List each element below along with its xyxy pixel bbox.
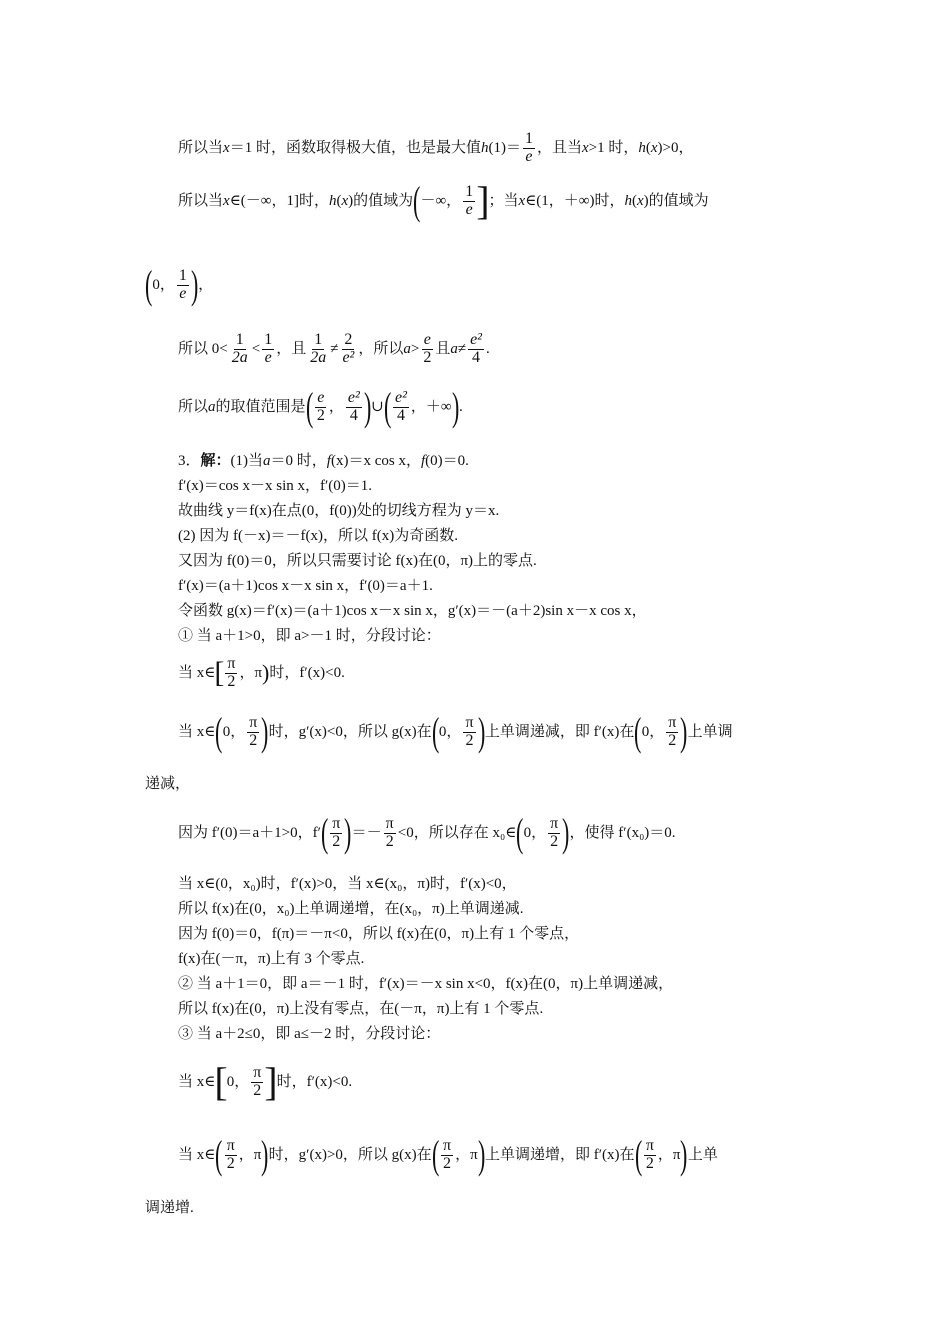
numerator: e² [395,388,407,406]
denominator: 2 [332,832,341,850]
text: h [624,193,632,209]
text: ，且当 [536,140,582,156]
text: f′(x)＝cos x－x sin x，f′(0)＝1. [178,478,373,494]
text: 所以当 [178,193,224,209]
line-23 [178,999,543,1019]
fraction [463,715,475,750]
right-bracket: ] [476,178,490,223]
fraction [262,332,274,367]
text: 当 x∈ [178,724,216,740]
denominator: 2 [316,406,325,424]
right-paren: ) [477,709,485,754]
denominator: 2 [668,731,677,749]
fraction [315,390,327,425]
text: 3． [178,453,201,469]
text: . [458,399,463,415]
line-18 [178,874,517,894]
denominator: 2 [443,1154,452,1172]
denominator: 2 [227,672,236,690]
line-8 [178,501,499,521]
text: ，π [238,1147,262,1163]
denominator: 2a [231,348,248,366]
text: x [518,193,526,209]
numerator: π [385,814,394,832]
left-paren: ( [215,709,223,754]
text: 所以 f(x)在(0，x₀)上单调递增，在(x₀，π)上单调递减. [178,901,524,917]
fraction [225,656,237,691]
text: 0， [641,724,665,740]
text: x [223,193,230,209]
left-paren: ( [634,709,642,754]
denominator: 2 [423,348,432,366]
fraction [330,816,342,851]
text: (2) 因为 f(－x)＝－f(x)，所以 f(x)为奇函数. [178,528,458,544]
denominator: 4 [349,406,358,424]
numerator: e² [347,388,360,406]
numerator: π [332,814,341,832]
left-paren: ( [320,810,329,855]
line-21 [178,949,364,969]
numerator: 1 [524,129,533,147]
line-9 [178,526,458,546]
numerator: e [317,388,325,406]
text: a [263,453,271,469]
right-paren: ) [477,1132,485,1177]
text: ，且 [276,341,307,357]
fraction [384,816,396,851]
text: a [450,341,458,357]
denominator: 2 [226,1154,235,1172]
text: ，π [657,1147,681,1163]
text: 上单调递增，即 f′(x)在 [484,1147,635,1163]
numerator: 1 [465,182,474,200]
denominator: 2a [310,348,327,366]
right-paren: ) [363,384,372,429]
text: )的值域为 [348,193,414,209]
numerator: e² [470,330,482,348]
text: h [638,140,646,156]
right-paren: ) [680,709,688,754]
left-bracket: [ [214,1059,228,1104]
numerator: π [227,654,236,672]
line-6 [178,451,469,471]
text: x [650,140,658,156]
text: ＝1 时，函数取得极大值，也是最大值 [229,140,481,156]
text: 时，f′(x)<0. [269,665,345,681]
right-paren: ) [451,384,459,429]
line-26 [178,1130,718,1180]
text: ，π [239,665,263,681]
denominator: 2 [253,1081,262,1099]
denominator: 2 [385,832,394,850]
line-24 [178,1024,440,1044]
left-paren: ( [144,262,153,307]
text: 0， [438,724,462,740]
text: ，使得 f′(x₀)＝0. [569,825,676,841]
text: 故曲线 y＝f(x)在点(0，f(0))处的切线方程为 y＝x. [178,503,500,519]
fraction [441,1138,453,1173]
line-22 [178,974,673,994]
text: 调递增. [145,1200,194,1216]
line-14 [178,650,345,696]
numerator: 1 [178,266,187,284]
text: ① 当 a＋1>0，即 a>－1 时，分段讨论： [178,628,441,644]
left-bracket: [ [214,656,225,689]
denominator: e² [342,348,355,366]
text: x [223,140,230,156]
text: 解： [200,453,231,469]
numerator: 1 [235,330,244,348]
text: f′(x)＝(a＋1)cos x－x sin x，f′(0)＝a＋1. [178,578,433,594]
left-paren: ( [413,178,421,223]
text: (0)＝0. [425,453,469,469]
text: (1)当 [230,453,264,469]
text: 0， [226,1074,250,1090]
fraction [468,332,484,367]
numerator: π [668,713,677,731]
fraction [393,390,409,425]
fraction [177,268,189,303]
text: ③ 当 a＋2≤0，即 a≤－2 时，分段讨论： [178,1026,441,1042]
text: )的值域为 [643,193,709,209]
text: 0， [152,277,175,293]
left-paren: ( [305,384,313,429]
fraction [463,184,475,219]
line-15 [178,707,733,757]
fraction [340,332,356,367]
text: ∈(－∞，1]时， [229,193,329,209]
denominator: e [264,348,272,366]
fraction [346,390,362,425]
text: ，＋∞ [410,399,452,415]
line-20 [178,924,579,944]
numerator: 1 [264,330,273,348]
text: 令函数 g(x)＝f′(x)＝(a＋1)cos x－x sin x，g′(x)＝－(a＋2)sin x－x cos x， [178,603,647,619]
numerator: π [253,1063,262,1081]
text: h [328,193,337,209]
fraction [548,816,560,851]
text: ( [336,193,342,209]
text: 上单 [687,1147,718,1163]
text: a [208,399,216,415]
line-3 [145,262,213,308]
text: 0， [523,825,547,841]
text: ② 当 a＋1＝0，即 a＝－1 时，f′(x)＝－x sin x<0，f(x)在(0，π)上单调递减， [178,976,674,992]
text: ＝－ [351,825,382,841]
text: 当 x∈ [178,665,216,681]
text: 所以 0< [178,341,228,357]
line-19 [178,899,524,919]
fraction [308,332,328,367]
fraction [523,131,535,166]
right-paren: ) [262,660,270,685]
text: 时，g′(x)>0，所以 g(x)在 [268,1147,432,1163]
line-17 [178,808,676,858]
numerator: π [249,713,258,731]
text: 的取值范围是 [215,399,306,415]
text: 又因为 f(0)＝0，所以只需要讨论 f(x)在(0，π)上的零点. [178,553,537,569]
text: f [420,453,426,469]
text: (1)＝ [488,140,521,156]
left-paren: ( [383,384,392,429]
text: ∪ [371,399,384,415]
text: a [403,341,411,357]
denominator: e [465,200,473,218]
text: ＝0 时， [270,453,327,469]
text: 因为 f′(0)＝a＋1>0，f′ [178,825,321,841]
numerator: 2 [344,330,353,348]
right-paren: ) [190,262,199,307]
line-5 [178,382,463,432]
text: 当 x∈ [178,1074,216,1090]
text: <0，所以存在 x₀∈ [397,825,517,841]
text: )>0， [657,140,694,156]
text: ( [632,193,637,209]
left-paren: ( [634,1132,642,1177]
text: > [410,341,420,357]
text: 所以当 [178,140,224,156]
text: 时，f′(x)<0. [276,1074,353,1090]
fraction [251,1065,263,1100]
text: (x)＝x cos x， [330,453,421,469]
text: 上单调 [687,724,733,740]
denominator: 2 [249,731,258,749]
text: ∈(1，＋∞)时， [525,193,625,209]
right-paren: ) [261,1132,269,1177]
line-1 [178,125,694,171]
text: 因为 f(0)＝0，f(π)＝－π<0，所以 f(x)在(0，π)上有 1 个零点， [178,926,580,942]
right-paren: ) [680,1132,688,1177]
numerator: π [226,1136,235,1154]
fraction [421,332,433,367]
text: ≠ [457,341,467,357]
denominator: 2 [465,731,474,749]
text: < [251,341,261,357]
left-paren: ( [431,1132,439,1177]
text: x [581,140,589,156]
right-paren: ) [562,810,570,855]
line-25 [178,1057,352,1107]
text: 0， [222,724,246,740]
text: ， [328,399,344,415]
left-paren: ( [215,1132,223,1177]
denominator: 2 [550,832,559,850]
line-11 [178,576,433,596]
numerator: 1 [314,330,323,348]
text: 递减， [145,776,191,792]
line-10 [178,551,537,571]
denominator: e [525,147,533,165]
text: x [637,193,644,209]
numerator: π [645,1136,654,1154]
text: ≠ [330,341,339,357]
line-7 [178,476,372,496]
text: 且 [435,341,451,357]
right-paren: ) [261,709,269,754]
fraction [225,1138,237,1173]
numerator: π [550,814,559,832]
text: ，所以 [358,341,404,357]
denominator: e [179,284,187,302]
numerator: π [465,713,474,731]
denominator: 2 [645,1154,654,1172]
text: . [485,341,490,357]
line-27 [145,1198,194,1218]
line-2 [178,178,709,224]
text: >1 时， [588,140,639,156]
text: f(x)在(－π，π)上有 3 个零点. [178,951,365,967]
text: 所以 [178,399,209,415]
text: 当 x∈ [178,1147,216,1163]
text: h [480,140,489,156]
line-12 [178,601,647,621]
text: 时，g′(x)<0，所以 g(x)在 [268,724,432,740]
fraction [666,715,678,750]
right-paren: ) [344,810,352,855]
denominator: 4 [396,406,405,424]
left-paren: ( [516,810,524,855]
line-4 [178,326,490,372]
text: ，π [455,1147,478,1163]
fraction [247,715,259,750]
numerator: e [423,330,431,348]
text: x [341,193,349,209]
text: ， [198,277,214,293]
line-13 [178,626,441,646]
right-bracket: ] [264,1059,278,1104]
fraction [230,332,250,367]
text: f [326,453,331,469]
line-16 [145,774,190,794]
text: 所以 f(x)在(0，π)上没有零点，在(－π，π)上有 1 个零点. [178,1001,544,1017]
text: 当 x∈(0，x₀)时，f′(x)>0，当 x∈(x₀，π)时，f′(x)<0， [178,876,517,892]
text: ( [645,140,651,156]
fraction [644,1138,656,1173]
left-paren: ( [431,709,439,754]
denominator: 4 [472,348,481,366]
numerator: π [442,1136,452,1154]
text: ；当 [488,193,519,209]
text: －∞， [420,193,462,209]
text: 上单调递减，即 f′(x)在 [484,724,635,740]
